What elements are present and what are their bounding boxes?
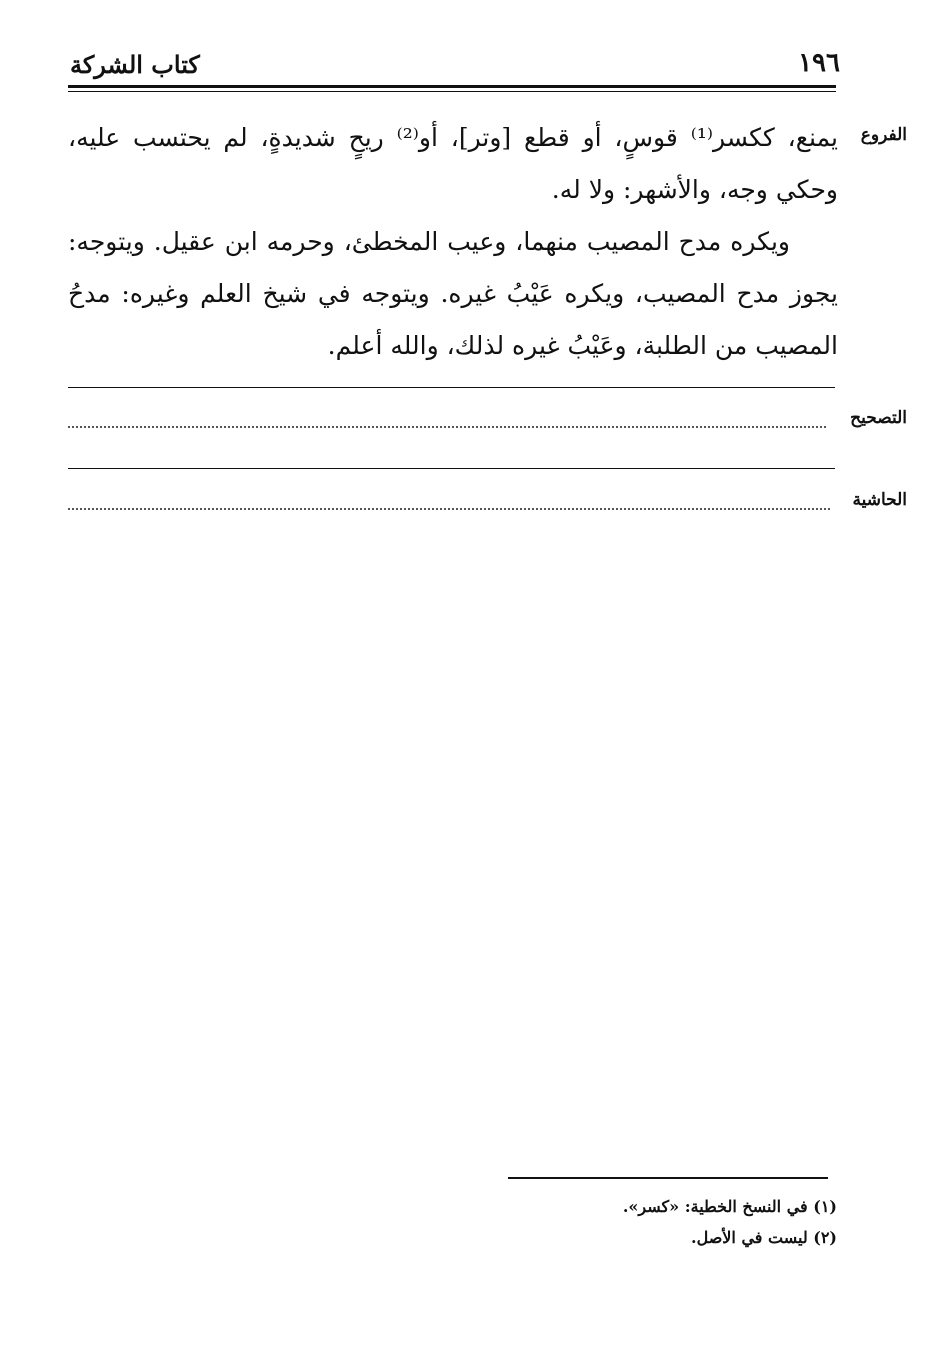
header-rule: [68, 85, 836, 88]
footnote: (٢) ليست في الأصل.: [691, 1228, 837, 1247]
paragraph: يمنع، ككسر⁽¹⁾ قوسٍ، أو قطع [وتر]، أو⁽²⁾ ريحٍ شديدةٍ، لم يحتسب عليه، وحكي وجه، والأشهر: ولا له.: [68, 123, 838, 204]
main-text: [68, 112, 838, 372]
page-number: ١٩٦: [798, 48, 840, 78]
footnote-rule: [508, 1177, 828, 1179]
tashih-dotted-line: [68, 426, 826, 428]
side-label-furu: الفروع: [860, 125, 907, 145]
section-divider: [68, 387, 835, 388]
running-title: كتاب الشركة: [70, 50, 200, 79]
header-rule-thin: [68, 91, 836, 92]
side-label-hashiya: الحاشية: [852, 490, 907, 510]
footnote: (١) في النسخ الخطية: «كسر».: [622, 1197, 837, 1216]
section-divider: [68, 468, 835, 469]
hashiya-dotted-line: [68, 508, 830, 510]
side-label-tashih: التصحيح: [850, 408, 907, 428]
paragraph: ويكره مدح المصيب منهما، وعيب المخطئ، وحرمه ابن عقيل. ويتوجه: يجوز مدح المصيب، ويكره عَيْبُ غيره. ويتوجه في شيخ العلم وغيره: مدحُ المصيب من الطلبة، وعَيْبُ غيره لذلك، والله أعلم.: [68, 227, 838, 360]
